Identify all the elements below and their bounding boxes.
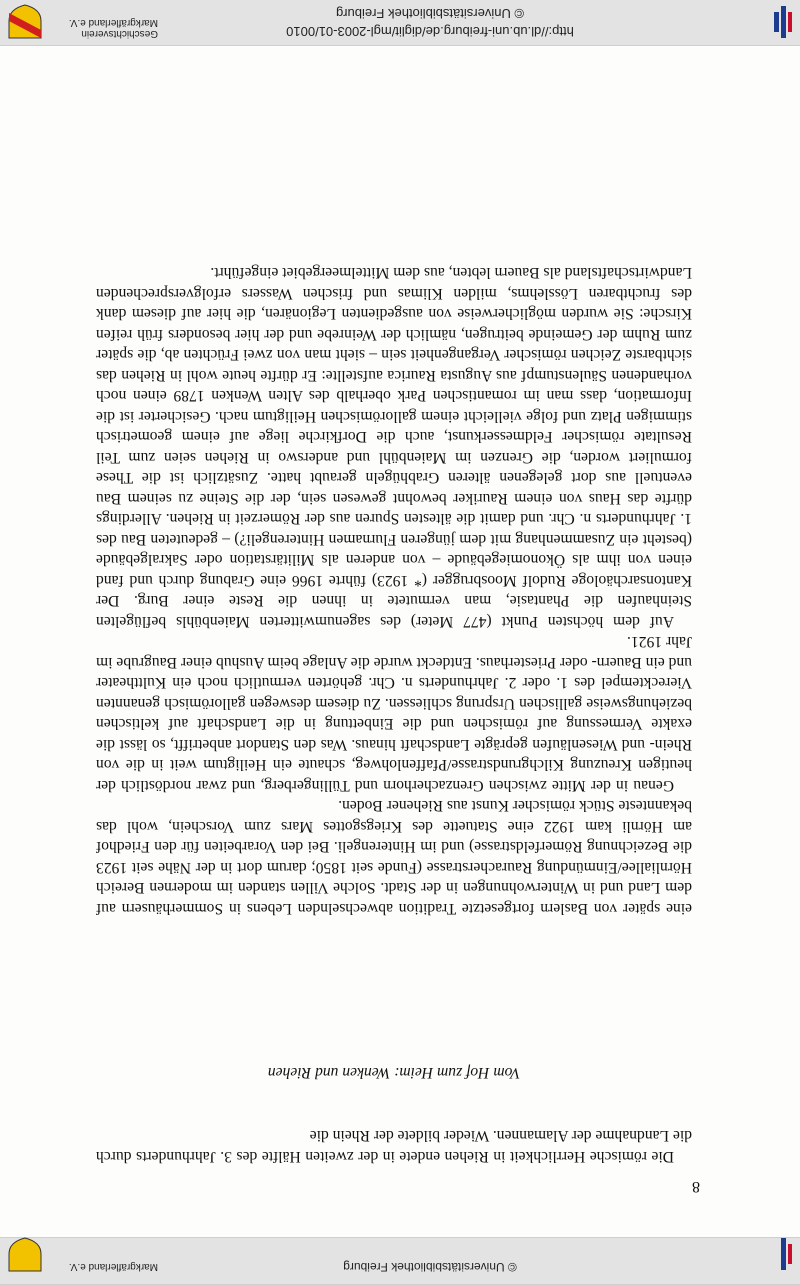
society-name: [48, 17, 158, 39]
scan-footer-band: [0, 0, 800, 46]
ub-freiburg-logo-icon: [764, 4, 800, 40]
header-copyright: © Universitätsbibliothek Freiburg: [343, 1260, 517, 1274]
top-paragraph: Die römische Herrlichkeit in Riehen endete in der zweiten Hälfte des 3. Jahrhunderts durch die Landnahme der Alamannen. Wieder bildete der Rhein die: [96, 1127, 692, 1165]
scan-header-band: [0, 1237, 800, 1285]
body-text: [96, 262, 692, 918]
society-line-1: Geschichtsverein: [81, 28, 158, 39]
paragraph-1: Auf dem höchsten Punkt (477 Meter) des sagenumwitterten Maienbühls beflügelten Steinhaufen die Phantasie, man vermutete in ihnen die Reste einer Burg. Der Kantonsarchäologe Rudolf Moosbrugger (* 1923) führte 1966 eine Grabung durch und fand einen von ihm als Ökonomiegebäude – von anderen als Militärstation oder Sakralgebäude (besteht ein Zusammenhang mit dem jüngeren Flurnamen Hinterengeli?) – gedeuteten Bau des 1. Jahrhunderts n. Chr. und damit die ältesten Spuren aus der Römerzeit in Riehen. Allerdings dürfte das Haus von einem Rauriker bewohnt gewesen sein, der die Steine zu seinem Bau eventuell aus dort gelegenen älteren Grabhügeln geraubt hatte. Zusätzlich ist die These formuliert worden, die Grenzen im Maienbühl und anderswo in Riehen seien zum Teil Resultate römischer Feldmesserkunst, auch die Dorfkirche liege auf einem geometrisch stimmigen Platz und folge vielleicht einem gallorömischen Heiligtum nach. Gesicherter ist die Information, dass man im romantischen Park oberhalb des Alten Wenken 1789 einen noch vorhandenen Säulenstumpf aus Augusta Raurica aufstellte: Er dürfte heute wohl in Riehen das sichtbarste Zeichen römischer Vergangenheit sein – sieht man von zwei Früchten ab, die später zum Ruhm der Gemeinde beitrugen, nämlich der Weinrebe und der hier besonders früh reifen Kirsche: Sie wurden möglicherweise von ausgedienten Legionären, die hier auf diesem dank des fruchtbaren Lösslehms, milden Klimas und frischen Wassers erfolgversprechenden Landwirtschaftsland als Bauern lebten, aus dem Mittelmeergebiet eingeführt.: [96, 264, 692, 630]
page-number: 8: [692, 1178, 700, 1195]
header-society: Markgräflerland e.V.: [68, 1261, 158, 1272]
ub-freiburg-logo-small-icon: [764, 1236, 800, 1272]
running-head: Vom Hof zum Heim: Wenken und Riehen: [267, 1064, 521, 1081]
paragraph-3: eine später von Baslern fortgesetzte Tradition abwechselnden Lebens in Sommerhäusern auf dem Land und in Winterwohnungen in der Stadt. Solche Villen standen im modernen Bereich Hörnliallee/Einmündung Rauracherstrasse (Funde seit 1850; darum dort in der Nähe seit 1923 die Bezeichnung Römerfeldstrasse) und im Hinterengeli. Bei den Vorarbeiten für den Friedhof am Hörnli kam 1922 eine Statuette des Kriegsgottes Mars zum Vorschein, wohl das bekannteste Stück römischer Kunst aus Riehener Boden.: [96, 797, 692, 917]
top-block: [96, 1125, 692, 1166]
crest-small-icon: [6, 1236, 44, 1274]
footer-copyright: © Universitätsbibliothek Freiburg: [335, 6, 525, 21]
society-line-2: Markgräflerland e.V.: [68, 17, 158, 28]
paragraph-2: Genau in der Mitte zwischen Grenzacherhorn und Tüllingerberg, und zwar nordöstlich der heutigen Kreuzung Kilchgrundstrasse/Pfaffenlohweg, schaute ein Heiligtum weit in die von Rhein- und Wiesenläufen geprägte Landschaft hinaus. Was den Standort anbetrifft, so lässt die exakte Vermessung auf römischen und die Einbettung in die Landschaft auf keltischen beziehungsweise gallischen Ursprung schliessen. Zu diesem deswegen gallorömisch genannten Vierecktempel des 1. oder 2. Jahrhunderts n. Chr. gehörten vermutlich noch ein Kulttheater und ein Bauern- oder Priesterhaus. Entdeckt wurde die Anlage beim Aushub einer Baugrube im Jahr 1921.: [96, 633, 692, 794]
geschichtsverein-crest-icon: [6, 3, 44, 41]
footer-url[interactable]: http://dl.ub.uni-freiburg.de/diglit/mgl-2003-01/0010: [286, 24, 574, 39]
